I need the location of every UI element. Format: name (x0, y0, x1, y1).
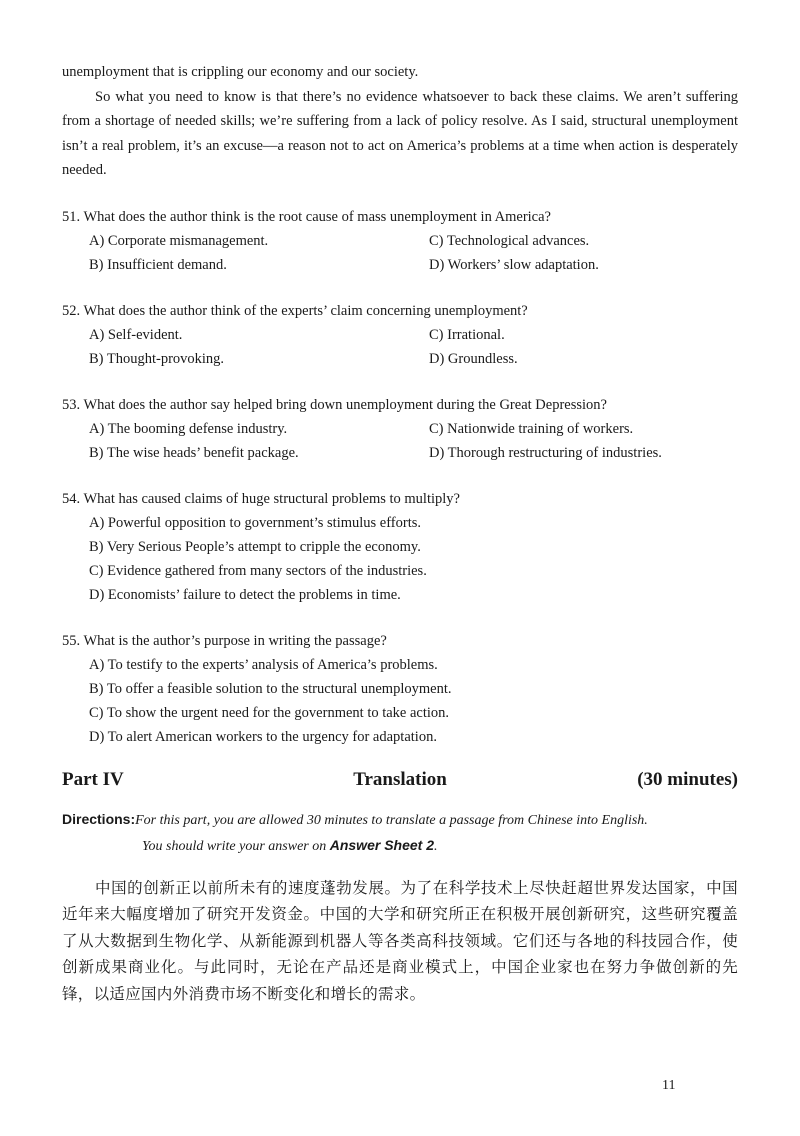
directions-end: . (434, 838, 438, 854)
page-number: 11 (662, 1078, 676, 1093)
option-b: B) Insufficient demand. (89, 256, 227, 273)
option-b: B) Very Serious People’s attempt to cripple the economy. (89, 538, 421, 555)
passage-line: unemployment that is crippling our economy and our society. (62, 64, 419, 80)
option-a: A) Powerful opposition to government’s stimulus efforts. (89, 514, 421, 531)
option-d: D) Economists’ failure to detect the problems in time. (89, 586, 401, 603)
directions-label: Directions: (62, 810, 136, 827)
option-c: C) Technological advances. (429, 232, 590, 249)
question-52 (62, 299, 738, 371)
option-b: B) The wise heads’ benefit package. (89, 444, 299, 461)
part-time: (30 minutes) (637, 768, 738, 790)
question-54 (62, 487, 738, 607)
question-stem: 52. What does the author think of the experts’ claim concerning unemployment? (62, 302, 528, 319)
question-stem: 53. What does the author say helped bring down unemployment during the Great Depression? (62, 396, 607, 413)
option-c: C) Irrational. (429, 326, 505, 343)
part-heading (62, 767, 738, 793)
option-a: A) To testify to the experts’ analysis of America’s problems. (89, 656, 438, 673)
directions-text-2: You should write your answer on (142, 838, 327, 854)
option-d: D) To alert American workers to the urgency for adaptation. (89, 728, 437, 745)
option-a: A) Self-evident. (89, 326, 183, 343)
options (89, 229, 738, 277)
directions-text: For this part, you are allowed 30 minutes to translate a passage from Chinese into English. (135, 812, 648, 828)
question-stem: 54. What has caused claims of huge structural problems to multiply? (62, 490, 460, 507)
question-stem: 51. What does the author think is the root cause of mass unemployment in America? (62, 208, 551, 225)
option-d: D) Thorough restructuring of industries. (429, 444, 662, 461)
option-c: C) Nationwide training of workers. (429, 420, 634, 437)
option-c: C) To show the urgent need for the government to take action. (89, 704, 450, 721)
answer-sheet-ref: Answer Sheet 2 (329, 836, 434, 853)
option-b: B) To offer a feasible solution to the structural unemployment. (89, 680, 452, 697)
option-b: B) Thought-provoking. (89, 350, 225, 367)
options (89, 323, 738, 371)
options (89, 511, 738, 607)
question-stem: 55. What is the author’s purpose in writing the passage? (62, 632, 387, 649)
options (89, 653, 738, 749)
chinese-passage: 中国的创新正以前所未有的速度蓬勃发展。为了在科学技术上尽快赶超世界发达国家，中国近年来大幅度增加了研究开发资金。中国的大学和研究所正在积极开展创新研究，这些研究覆盖了从大数据到生物化学、从新能源到机器人等各类高科技领域。它们还与各地的科技园合作，使创新成果商业化。与此同时，无论在产品还是商业模式上，中国企业家也在努力争做创新的先锋，以适应国内外消费市场不断变化和增长的需求。 (62, 878, 738, 1003)
option-c: C) Evidence gathered from many sectors of the industries. (89, 562, 427, 579)
option-d: D) Groundless. (429, 350, 518, 367)
directions (62, 807, 738, 859)
option-d: D) Workers’ slow adaptation. (429, 256, 599, 273)
part-label: Part IV (62, 768, 124, 790)
question-53 (62, 393, 738, 465)
option-a: A) Corporate mismanagement. (89, 232, 269, 249)
passage-paragraph: So what you need to know is that there’s no evidence whatsoever to back these claims. We aren’t suffering from a shortage of needed skills; we’re suffering from a lack of policy resolve. As I said, structural unemployment isn’t a real problem, it’s an excuse—a reason not to act on America’s problems at a time when action is desperately needed. (62, 88, 738, 178)
options (89, 417, 738, 465)
part-title: Translation (353, 768, 447, 790)
option-a: A) The booming defense industry. (89, 420, 288, 437)
question-51 (62, 205, 738, 277)
question-55 (62, 629, 738, 749)
page (62, 60, 738, 1007)
